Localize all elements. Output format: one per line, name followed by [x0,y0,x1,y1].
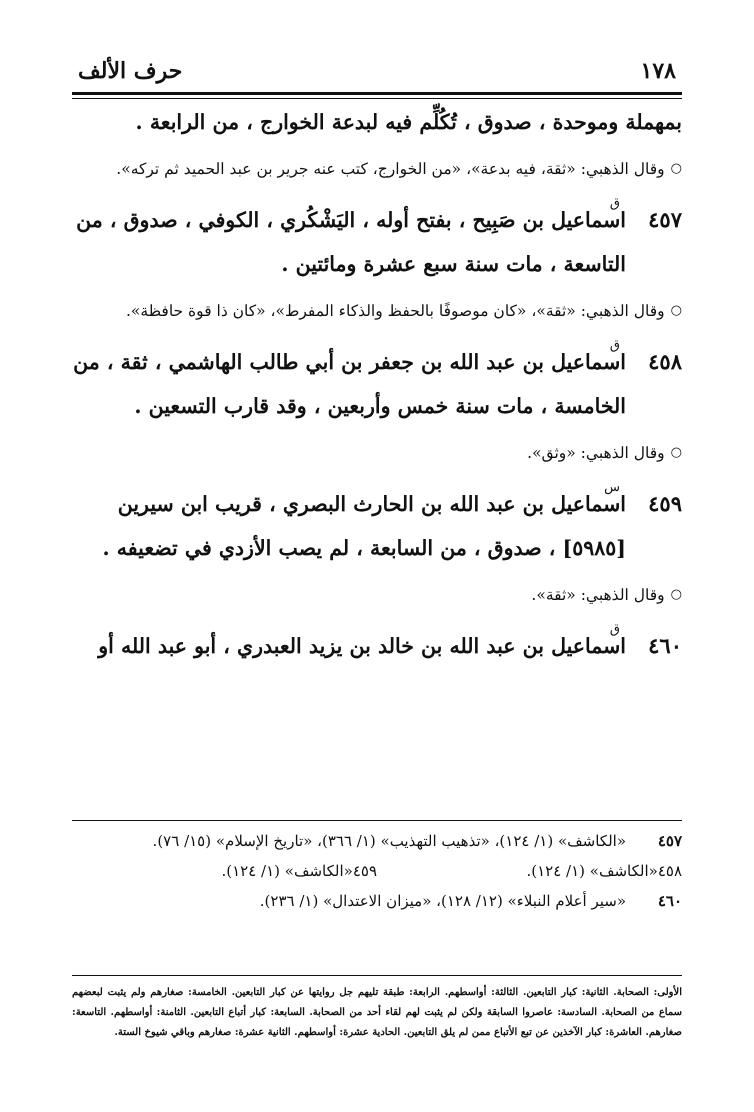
footnote-number: ٤٥٨ [657,862,682,880]
note-text: وقال الذهبي: «ثقة». [531,586,665,604]
footnotes [72,826,682,916]
entry-number: ٤٥٨ [648,349,682,374]
footnote-458 [377,856,682,886]
footnote-number: ٤٥٩ [352,862,377,880]
continued-entry-text: بمهملة وموحدة ، صدوق ، تُكُلِّم فيه لبدعة الخوارج ، من الرابعة . [135,110,682,134]
entry-457 [72,188,682,286]
footnote-row-split [72,856,682,886]
dhahabi-note [72,580,682,610]
rumuz-symbol: ق [609,338,620,353]
tabaqat-legend: الأولى: الصحابة. الثانية: كبار التابعين. الثالثة: أواسطهم. الرابعة: طبقة تليهم جل روايتها عن كبار التابعين. الخامسة: صغارهم ولم يثبت لبعضهم سماع من الصحابة. السادسة: عاصروا السابقة ولكن لم يثبت لهم لقاء أحد من الصحابة. السابعة: كبار أتباع التابعين. الثامنة: أواسطهم. التاسعة: صغارهم. العاشرة: كبار الآخذين عن تبع الأتباع ممن لم يلق التابعين. الحادية عشرة: أواسطهم. الثانية عشرة: صغارهم وباقي شيوخ الستة. [72,987,682,1038]
entry-459 [72,472,682,570]
circle-bullet-icon: ○ [670,445,682,460]
rumuz-symbol: س [604,480,620,495]
page-header [78,54,676,88]
main-text [72,100,682,668]
footnote-459 [72,856,377,886]
footnote-text: «سير أعلام النبلاء» (١٢/ ١٢٨)، «ميزان الاعتدال» (١/ ٢٣٦). [259,892,626,910]
rumuz-symbol: ق [609,196,620,211]
entry-text: اسماعيل بن عبد الله بن الحارث البصري ، قريب ابن سيرين [٥٩٨٥] ، صدوق ، من السابعة ، لم يصب الأزدي في تضعيفه . [102,492,626,560]
entry-text: اسماعيل بن عبد الله بن جعفر بن أبي طالب الهاشمي ، ثقة ، من الخامسة ، مات سنة خمس وأربعين ، وقد قارب التسعين . [73,350,626,418]
dhahabi-note [72,296,682,326]
entry-text: اسماعيل بن صَبِيح ، بفتح أوله ، اليَشْكُري ، الكوفي ، صدوق ، من التاسعة ، مات سنة سبع عشرة ومائتين . [76,208,626,276]
footnote-text: «الكاشف» (١/ ١٢٤). [526,862,658,880]
entry-body [72,188,626,286]
footnote-number: ٤٦٠ [657,892,682,910]
footnote-460 [72,886,682,916]
entry-body [72,330,626,428]
entry-458 [72,330,682,428]
footnote-text: «الكاشف» (١/ ١٢٤). [221,862,353,880]
dhahabi-note [72,438,682,468]
note-text: وقال الذهبي: «ثقة»، «كان موصوفًا بالحفظ والذكاء المفرط»، «كان ذا قوة حافظة». [125,302,665,320]
page-number: ١٧٨ [640,58,676,84]
footnote-text: «الكاشف» (١/ ١٢٤)، «تذهيب التهذيب» (١/ ٣٦٦)، «تاريخ الإسلام» (١٥/ ٧٦). [152,832,626,850]
footnote-number: ٤٥٧ [657,832,682,850]
circle-bullet-icon: ○ [670,161,682,176]
entry-number: ٤٦٠ [648,633,682,658]
circle-bullet-icon: ○ [670,303,682,318]
entry-text: اسماعيل بن عبد الله بن خالد بن يزيد العبدري ، أبو عبد الله أو [98,634,626,658]
entry-460 [72,614,682,668]
note-text: وقال الذهبي: «وثق». [527,444,665,462]
entry-body [72,472,626,570]
header-rule-thick [72,92,682,95]
legend-rule [72,975,682,976]
footnote-rule [72,820,682,821]
circle-bullet-icon: ○ [670,587,682,602]
dhahabi-note [72,154,682,184]
entry-body [72,614,626,668]
footnote-457 [72,826,682,856]
note-text: وقال الذهبي: «ثقة، فيه بدعة»، «من الخوارج، كتب عنه جرير بن عبد الحميد ثم تركه». [116,160,665,178]
rumuz-symbol: ق [609,622,620,637]
entry-number: ٤٥٧ [648,207,682,232]
chapter-title: حرف الألف [78,58,183,84]
entry-number: ٤٥٩ [648,491,682,516]
header-rule-thin [72,98,682,99]
